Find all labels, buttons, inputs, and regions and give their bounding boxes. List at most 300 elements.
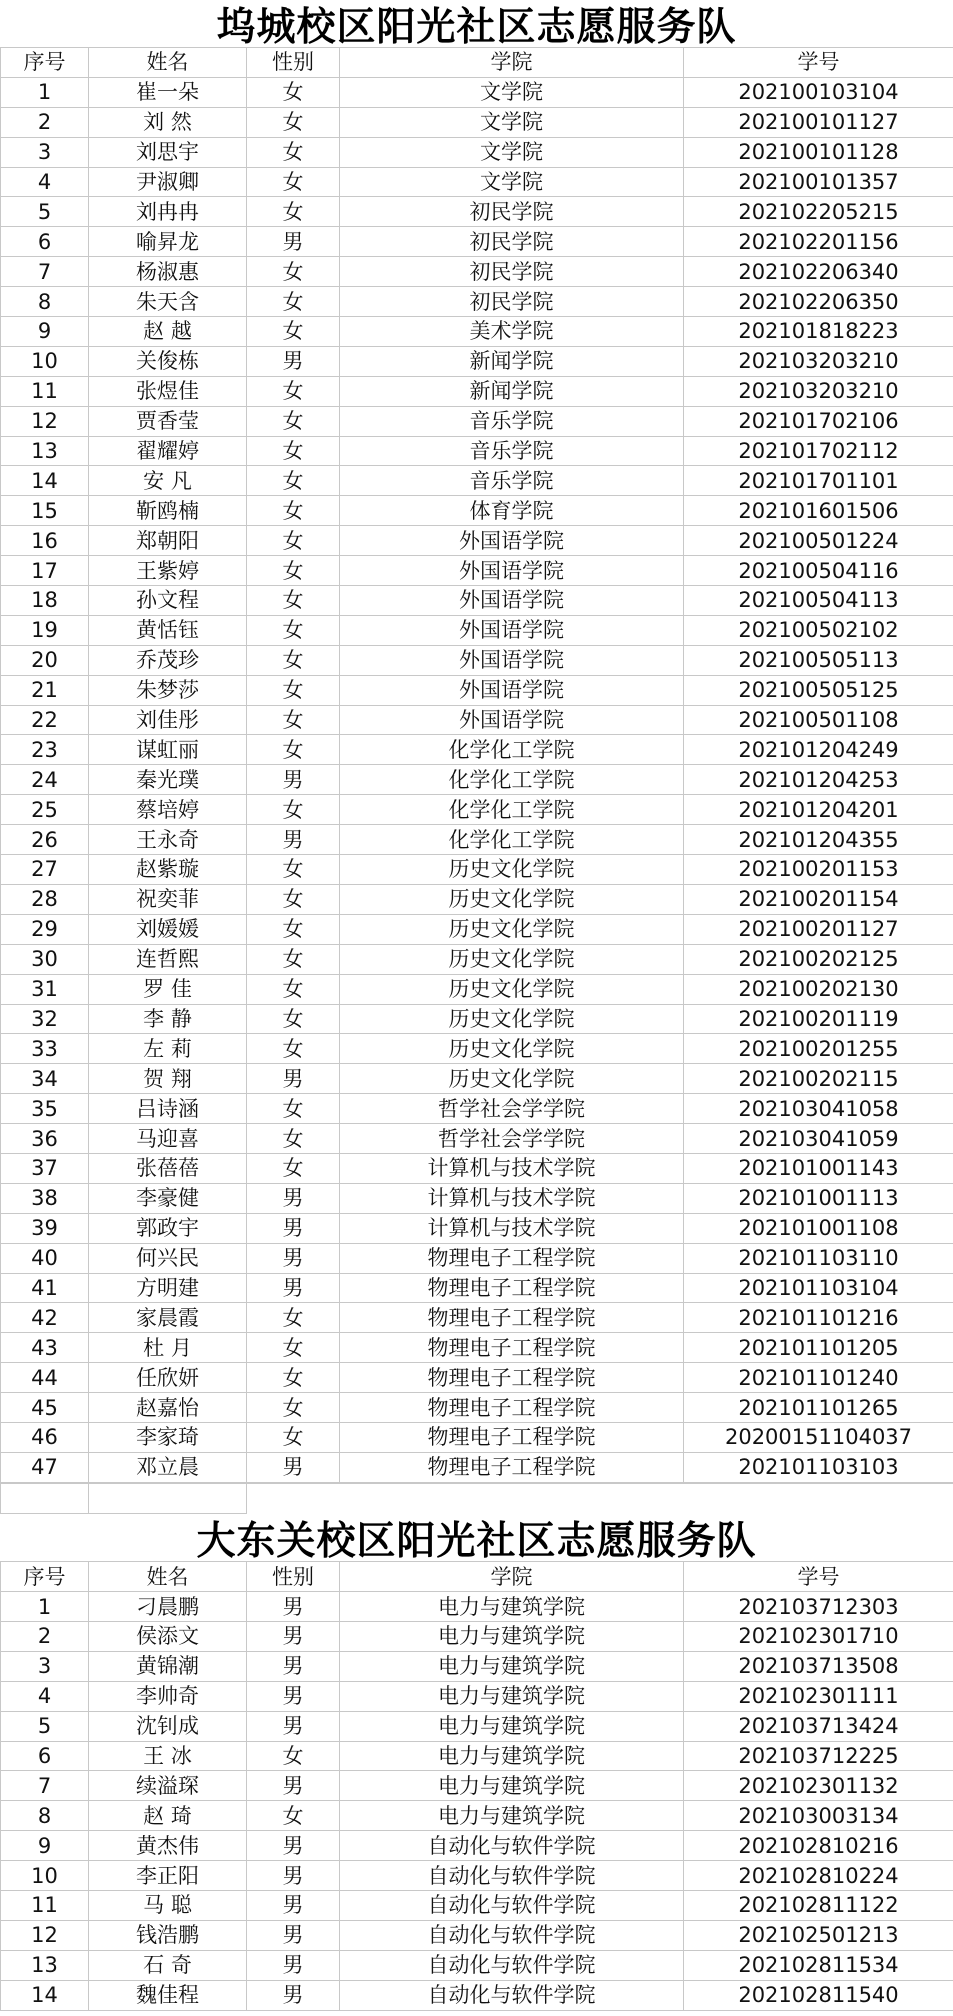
name-cell[interactable]: 尹淑卿: [89, 167, 247, 197]
gender-cell[interactable]: 女: [247, 167, 340, 197]
gender-cell[interactable]: 男: [247, 1622, 340, 1652]
index-cell[interactable]: 8: [1, 1801, 89, 1831]
name-cell[interactable]: 赵嘉怡: [89, 1393, 247, 1423]
index-cell[interactable]: 1: [1, 1592, 89, 1622]
college-cell[interactable]: 外国语学院: [340, 675, 684, 705]
student-id-cell[interactable]: 202101204355: [684, 825, 953, 855]
college-cell[interactable]: 新闻学院: [340, 346, 684, 376]
college-cell[interactable]: 外国语学院: [340, 645, 684, 675]
index-cell[interactable]: 4: [1, 167, 89, 197]
name-cell[interactable]: 郭政宇: [89, 1213, 247, 1243]
column-header[interactable]: 性别: [247, 1562, 340, 1592]
student-id-cell[interactable]: 202103713424: [684, 1711, 953, 1741]
gender-cell[interactable]: 女: [247, 1004, 340, 1034]
name-cell[interactable]: 乔茂珍: [89, 645, 247, 675]
name-cell[interactable]: 李 静: [89, 1004, 247, 1034]
index-cell[interactable]: 33: [1, 1034, 89, 1064]
gender-cell[interactable]: 男: [247, 1064, 340, 1094]
index-cell[interactable]: 20: [1, 645, 89, 675]
student-id-cell[interactable]: 202101101240: [684, 1363, 953, 1393]
index-cell[interactable]: 23: [1, 735, 89, 765]
name-cell[interactable]: 邓立晨: [89, 1452, 247, 1482]
student-id-cell[interactable]: 202100504113: [684, 586, 953, 616]
gender-cell[interactable]: 男: [247, 1213, 340, 1243]
column-header[interactable]: 学号: [684, 1562, 953, 1592]
gender-cell[interactable]: 男: [247, 1831, 340, 1861]
index-cell[interactable]: 19: [1, 615, 89, 645]
student-id-cell[interactable]: 202101001108: [684, 1213, 953, 1243]
college-cell[interactable]: 音乐学院: [340, 436, 684, 466]
college-cell[interactable]: 自动化与软件学院: [340, 1861, 684, 1891]
index-cell[interactable]: 24: [1, 765, 89, 795]
index-cell[interactable]: 46: [1, 1422, 89, 1452]
index-cell[interactable]: 37: [1, 1153, 89, 1183]
index-cell[interactable]: 38: [1, 1183, 89, 1213]
student-id-cell[interactable]: 202100202115: [684, 1064, 953, 1094]
gender-cell[interactable]: 男: [247, 346, 340, 376]
index-cell[interactable]: 42: [1, 1303, 89, 1333]
college-cell[interactable]: 初民学院: [340, 227, 684, 257]
student-id-cell[interactable]: 202100501108: [684, 705, 953, 735]
gender-cell[interactable]: 女: [247, 1333, 340, 1363]
index-cell[interactable]: 4: [1, 1681, 89, 1711]
college-cell[interactable]: 历史文化学院: [340, 884, 684, 914]
name-cell[interactable]: 祝奕菲: [89, 884, 247, 914]
name-cell[interactable]: 王紫婷: [89, 556, 247, 586]
column-header[interactable]: 学院: [340, 48, 684, 78]
index-cell[interactable]: 7: [1, 257, 89, 287]
name-cell[interactable]: 张蓓蓓: [89, 1153, 247, 1183]
student-id-cell[interactable]: 202102301111: [684, 1681, 953, 1711]
index-cell[interactable]: 44: [1, 1363, 89, 1393]
name-cell[interactable]: 秦光璞: [89, 765, 247, 795]
index-cell[interactable]: 47: [1, 1452, 89, 1482]
index-cell[interactable]: 2: [1, 1622, 89, 1652]
index-cell[interactable]: 41: [1, 1273, 89, 1303]
college-cell[interactable]: 外国语学院: [340, 526, 684, 556]
index-cell[interactable]: 27: [1, 855, 89, 885]
index-cell[interactable]: 34: [1, 1064, 89, 1094]
college-cell[interactable]: 物理电子工程学院: [340, 1333, 684, 1363]
name-cell[interactable]: 朱梦莎: [89, 675, 247, 705]
college-cell[interactable]: 自动化与软件学院: [340, 1831, 684, 1861]
student-id-cell[interactable]: 202100504116: [684, 556, 953, 586]
index-cell[interactable]: 31: [1, 974, 89, 1004]
gender-cell[interactable]: 男: [247, 1273, 340, 1303]
college-cell[interactable]: 物理电子工程学院: [340, 1363, 684, 1393]
college-cell[interactable]: 体育学院: [340, 496, 684, 526]
index-cell[interactable]: 14: [1, 1980, 89, 2010]
gender-cell[interactable]: 女: [247, 615, 340, 645]
name-cell[interactable]: 刁晨鹏: [89, 1592, 247, 1622]
student-id-cell[interactable]: 202103041059: [684, 1124, 953, 1154]
student-id-cell[interactable]: 202102205215: [684, 197, 953, 227]
student-id-cell[interactable]: 202100505125: [684, 675, 953, 705]
student-id-cell[interactable]: 202101101216: [684, 1303, 953, 1333]
college-cell[interactable]: 历史文化学院: [340, 1064, 684, 1094]
student-id-cell[interactable]: 202103041058: [684, 1094, 953, 1124]
index-cell[interactable]: 14: [1, 466, 89, 496]
student-id-cell[interactable]: 202100201154: [684, 884, 953, 914]
student-id-cell[interactable]: 202101103103: [684, 1452, 953, 1482]
index-cell[interactable]: 36: [1, 1124, 89, 1154]
student-id-cell[interactable]: 202100202130: [684, 974, 953, 1004]
student-id-cell[interactable]: 202103203210: [684, 346, 953, 376]
student-id-cell[interactable]: 202101103110: [684, 1243, 953, 1273]
gender-cell[interactable]: 女: [247, 1741, 340, 1771]
college-cell[interactable]: 物理电子工程学院: [340, 1452, 684, 1482]
name-cell[interactable]: 家晨霞: [89, 1303, 247, 1333]
name-cell[interactable]: 黄恬钰: [89, 615, 247, 645]
name-cell[interactable]: 赵 越: [89, 317, 247, 347]
student-id-cell[interactable]: 202102501213: [684, 1920, 953, 1950]
student-id-cell[interactable]: 202103713508: [684, 1651, 953, 1681]
index-cell[interactable]: 8: [1, 287, 89, 317]
index-cell[interactable]: 12: [1, 1920, 89, 1950]
name-cell[interactable]: 郑朝阳: [89, 526, 247, 556]
index-cell[interactable]: 2: [1, 107, 89, 137]
index-cell[interactable]: 5: [1, 1711, 89, 1741]
college-cell[interactable]: 历史文化学院: [340, 1004, 684, 1034]
column-header[interactable]: 序号: [1, 48, 89, 78]
index-cell[interactable]: 16: [1, 526, 89, 556]
gender-cell[interactable]: 女: [247, 705, 340, 735]
name-cell[interactable]: 马 聪: [89, 1891, 247, 1921]
student-id-cell[interactable]: 202101818223: [684, 317, 953, 347]
college-cell[interactable]: 历史文化学院: [340, 944, 684, 974]
index-cell[interactable]: 1: [1, 77, 89, 107]
index-cell[interactable]: 32: [1, 1004, 89, 1034]
student-id-cell[interactable]: 202100502102: [684, 615, 953, 645]
college-cell[interactable]: 物理电子工程学院: [340, 1422, 684, 1452]
index-cell[interactable]: 18: [1, 586, 89, 616]
gender-cell[interactable]: 女: [247, 376, 340, 406]
student-id-cell[interactable]: 202100501224: [684, 526, 953, 556]
gender-cell[interactable]: 女: [247, 406, 340, 436]
gender-cell[interactable]: 女: [247, 675, 340, 705]
gender-cell[interactable]: 女: [247, 944, 340, 974]
college-cell[interactable]: 物理电子工程学院: [340, 1273, 684, 1303]
student-id-cell[interactable]: 20200151104037: [684, 1422, 953, 1452]
student-id-cell[interactable]: 202101701101: [684, 466, 953, 496]
student-id-cell[interactable]: 202102206350: [684, 287, 953, 317]
student-id-cell[interactable]: 202100103104: [684, 77, 953, 107]
gender-cell[interactable]: 女: [247, 795, 340, 825]
gender-cell[interactable]: 男: [247, 1861, 340, 1891]
student-id-cell[interactable]: 202102301710: [684, 1622, 953, 1652]
college-cell[interactable]: 电力与建筑学院: [340, 1681, 684, 1711]
college-cell[interactable]: 文学院: [340, 107, 684, 137]
name-cell[interactable]: 靳鸥楠: [89, 496, 247, 526]
index-cell[interactable]: 28: [1, 884, 89, 914]
college-cell[interactable]: 计算机与技术学院: [340, 1153, 684, 1183]
college-cell[interactable]: 电力与建筑学院: [340, 1771, 684, 1801]
name-cell[interactable]: 方明建: [89, 1273, 247, 1303]
gender-cell[interactable]: 男: [247, 1651, 340, 1681]
student-id-cell[interactable]: 202103712303: [684, 1592, 953, 1622]
college-cell[interactable]: 哲学社会学学院: [340, 1094, 684, 1124]
gender-cell[interactable]: 男: [247, 227, 340, 257]
index-cell[interactable]: 11: [1, 376, 89, 406]
gender-cell[interactable]: 女: [247, 735, 340, 765]
index-cell[interactable]: 5: [1, 197, 89, 227]
college-cell[interactable]: 化学化工学院: [340, 735, 684, 765]
index-cell[interactable]: 13: [1, 436, 89, 466]
college-cell[interactable]: 计算机与技术学院: [340, 1213, 684, 1243]
gender-cell[interactable]: 男: [247, 1711, 340, 1741]
index-cell[interactable]: 12: [1, 406, 89, 436]
name-cell[interactable]: 任欣妍: [89, 1363, 247, 1393]
college-cell[interactable]: 历史文化学院: [340, 974, 684, 1004]
name-cell[interactable]: 张煜佳: [89, 376, 247, 406]
gender-cell[interactable]: 女: [247, 914, 340, 944]
name-cell[interactable]: 黄杰伟: [89, 1831, 247, 1861]
name-cell[interactable]: 李家琦: [89, 1422, 247, 1452]
student-id-cell[interactable]: 202101601506: [684, 496, 953, 526]
gender-cell[interactable]: 男: [247, 1183, 340, 1213]
student-id-cell[interactable]: 202101702112: [684, 436, 953, 466]
college-cell[interactable]: 文学院: [340, 137, 684, 167]
name-cell[interactable]: 罗 佳: [89, 974, 247, 1004]
name-cell[interactable]: 崔一朵: [89, 77, 247, 107]
column-header[interactable]: 学号: [684, 48, 953, 78]
student-id-cell[interactable]: 202101204253: [684, 765, 953, 795]
student-id-cell[interactable]: 202102811540: [684, 1980, 953, 2010]
college-cell[interactable]: 自动化与软件学院: [340, 1920, 684, 1950]
gender-cell[interactable]: 女: [247, 1034, 340, 1064]
name-cell[interactable]: 杜 月: [89, 1333, 247, 1363]
name-cell[interactable]: 石 奇: [89, 1950, 247, 1980]
student-id-cell[interactable]: 202102810216: [684, 1831, 953, 1861]
index-cell[interactable]: 3: [1, 137, 89, 167]
gender-cell[interactable]: 女: [247, 1303, 340, 1333]
name-cell[interactable]: 翟耀婷: [89, 436, 247, 466]
college-cell[interactable]: 初民学院: [340, 197, 684, 227]
gender-cell[interactable]: 男: [247, 765, 340, 795]
college-cell[interactable]: 化学化工学院: [340, 795, 684, 825]
name-cell[interactable]: 刘 然: [89, 107, 247, 137]
index-cell[interactable]: 30: [1, 944, 89, 974]
gender-cell[interactable]: 男: [247, 825, 340, 855]
student-id-cell[interactable]: 202102201156: [684, 227, 953, 257]
gender-cell[interactable]: 女: [247, 855, 340, 885]
college-cell[interactable]: 文学院: [340, 77, 684, 107]
index-cell[interactable]: 9: [1, 317, 89, 347]
name-cell[interactable]: 贺 翔: [89, 1064, 247, 1094]
column-header[interactable]: 序号: [1, 1562, 89, 1592]
gender-cell[interactable]: 女: [247, 1363, 340, 1393]
name-cell[interactable]: 刘媛媛: [89, 914, 247, 944]
name-cell[interactable]: 关俊栋: [89, 346, 247, 376]
gender-cell[interactable]: 女: [247, 645, 340, 675]
name-cell[interactable]: 左 莉: [89, 1034, 247, 1064]
gender-cell[interactable]: 女: [247, 287, 340, 317]
gender-cell[interactable]: 男: [247, 1681, 340, 1711]
college-cell[interactable]: 化学化工学院: [340, 825, 684, 855]
gender-cell[interactable]: 女: [247, 526, 340, 556]
student-id-cell[interactable]: 202100505113: [684, 645, 953, 675]
index-cell[interactable]: 13: [1, 1950, 89, 1980]
gender-cell[interactable]: 女: [247, 317, 340, 347]
gender-cell[interactable]: 男: [247, 1980, 340, 2010]
name-cell[interactable]: 赵紫璇: [89, 855, 247, 885]
gender-cell[interactable]: 男: [247, 1771, 340, 1801]
student-id-cell[interactable]: 202102810224: [684, 1861, 953, 1891]
name-cell[interactable]: 朱天含: [89, 287, 247, 317]
index-cell[interactable]: 43: [1, 1333, 89, 1363]
student-id-cell[interactable]: 202102811122: [684, 1891, 953, 1921]
name-cell[interactable]: 杨淑惠: [89, 257, 247, 287]
name-cell[interactable]: 安 凡: [89, 466, 247, 496]
gender-cell[interactable]: 女: [247, 556, 340, 586]
gender-cell[interactable]: 女: [247, 137, 340, 167]
name-cell[interactable]: 马迎喜: [89, 1124, 247, 1154]
gender-cell[interactable]: 女: [247, 77, 340, 107]
index-cell[interactable]: 40: [1, 1243, 89, 1273]
gender-cell[interactable]: 女: [247, 1153, 340, 1183]
name-cell[interactable]: 李正阳: [89, 1861, 247, 1891]
index-cell[interactable]: 15: [1, 496, 89, 526]
index-cell[interactable]: 11: [1, 1891, 89, 1921]
gender-cell[interactable]: 女: [247, 1124, 340, 1154]
college-cell[interactable]: 自动化与软件学院: [340, 1950, 684, 1980]
college-cell[interactable]: 自动化与软件学院: [340, 1891, 684, 1921]
index-cell[interactable]: 29: [1, 914, 89, 944]
college-cell[interactable]: 外国语学院: [340, 615, 684, 645]
college-cell[interactable]: 自动化与软件学院: [340, 1980, 684, 2010]
name-cell[interactable]: 刘思宇: [89, 137, 247, 167]
index-cell[interactable]: 25: [1, 795, 89, 825]
student-id-cell[interactable]: 202103712225: [684, 1741, 953, 1771]
gender-cell[interactable]: 男: [247, 1950, 340, 1980]
student-id-cell[interactable]: 202101103104: [684, 1273, 953, 1303]
name-cell[interactable]: 魏佳程: [89, 1980, 247, 2010]
name-cell[interactable]: 贾香莹: [89, 406, 247, 436]
name-cell[interactable]: 刘冉冉: [89, 197, 247, 227]
college-cell[interactable]: 电力与建筑学院: [340, 1711, 684, 1741]
college-cell[interactable]: 电力与建筑学院: [340, 1592, 684, 1622]
college-cell[interactable]: 物理电子工程学院: [340, 1243, 684, 1273]
index-cell[interactable]: 45: [1, 1393, 89, 1423]
name-cell[interactable]: 王永奇: [89, 825, 247, 855]
gender-cell[interactable]: 女: [247, 586, 340, 616]
college-cell[interactable]: 电力与建筑学院: [340, 1651, 684, 1681]
college-cell[interactable]: 历史文化学院: [340, 914, 684, 944]
student-id-cell[interactable]: 202101101265: [684, 1393, 953, 1423]
gender-cell[interactable]: 女: [247, 1801, 340, 1831]
student-id-cell[interactable]: 202102301132: [684, 1771, 953, 1801]
column-header[interactable]: 性别: [247, 48, 340, 78]
student-id-cell[interactable]: 202100201153: [684, 855, 953, 885]
name-cell[interactable]: 喻昇龙: [89, 227, 247, 257]
gender-cell[interactable]: 女: [247, 496, 340, 526]
student-id-cell[interactable]: 202102206340: [684, 257, 953, 287]
name-cell[interactable]: 孙文程: [89, 586, 247, 616]
gender-cell[interactable]: 男: [247, 1920, 340, 1950]
name-cell[interactable]: 沈钊成: [89, 1711, 247, 1741]
column-header[interactable]: 姓名: [89, 1562, 247, 1592]
index-cell[interactable]: 26: [1, 825, 89, 855]
student-id-cell[interactable]: 202100101357: [684, 167, 953, 197]
index-cell[interactable]: 22: [1, 705, 89, 735]
college-cell[interactable]: 美术学院: [340, 317, 684, 347]
name-cell[interactable]: 黄锦潮: [89, 1651, 247, 1681]
name-cell[interactable]: 王 冰: [89, 1741, 247, 1771]
index-cell[interactable]: 10: [1, 346, 89, 376]
student-id-cell[interactable]: 202101204201: [684, 795, 953, 825]
blank-cell[interactable]: [1, 1483, 89, 1514]
name-cell[interactable]: 刘佳彤: [89, 705, 247, 735]
name-cell[interactable]: 谋虹丽: [89, 735, 247, 765]
name-cell[interactable]: 连哲熙: [89, 944, 247, 974]
college-cell[interactable]: 新闻学院: [340, 376, 684, 406]
student-id-cell[interactable]: 202100201119: [684, 1004, 953, 1034]
index-cell[interactable]: 21: [1, 675, 89, 705]
student-id-cell[interactable]: 202102811534: [684, 1950, 953, 1980]
student-id-cell[interactable]: 202101001113: [684, 1183, 953, 1213]
name-cell[interactable]: 钱浩鹏: [89, 1920, 247, 1950]
college-cell[interactable]: 音乐学院: [340, 466, 684, 496]
student-id-cell[interactable]: 202103003134: [684, 1801, 953, 1831]
index-cell[interactable]: 6: [1, 227, 89, 257]
college-cell[interactable]: 哲学社会学学院: [340, 1124, 684, 1154]
index-cell[interactable]: 17: [1, 556, 89, 586]
column-header[interactable]: 姓名: [89, 48, 247, 78]
student-id-cell[interactable]: 202100101127: [684, 107, 953, 137]
college-cell[interactable]: 电力与建筑学院: [340, 1801, 684, 1831]
student-id-cell[interactable]: 202101702106: [684, 406, 953, 436]
gender-cell[interactable]: 男: [247, 1592, 340, 1622]
college-cell[interactable]: 初民学院: [340, 287, 684, 317]
index-cell[interactable]: 6: [1, 1741, 89, 1771]
gender-cell[interactable]: 女: [247, 466, 340, 496]
college-cell[interactable]: 外国语学院: [340, 586, 684, 616]
student-id-cell[interactable]: 202100201127: [684, 914, 953, 944]
student-id-cell[interactable]: 202103203210: [684, 376, 953, 406]
gender-cell[interactable]: 女: [247, 257, 340, 287]
college-cell[interactable]: 初民学院: [340, 257, 684, 287]
college-cell[interactable]: 文学院: [340, 167, 684, 197]
index-cell[interactable]: 7: [1, 1771, 89, 1801]
student-id-cell[interactable]: 202100202125: [684, 944, 953, 974]
index-cell[interactable]: 10: [1, 1861, 89, 1891]
name-cell[interactable]: 侯添文: [89, 1622, 247, 1652]
student-id-cell[interactable]: 202101101205: [684, 1333, 953, 1363]
name-cell[interactable]: 吕诗涵: [89, 1094, 247, 1124]
gender-cell[interactable]: 女: [247, 197, 340, 227]
name-cell[interactable]: 蔡培婷: [89, 795, 247, 825]
index-cell[interactable]: 35: [1, 1094, 89, 1124]
gender-cell[interactable]: 女: [247, 107, 340, 137]
gender-cell[interactable]: 女: [247, 974, 340, 1004]
college-cell[interactable]: 音乐学院: [340, 406, 684, 436]
index-cell[interactable]: 39: [1, 1213, 89, 1243]
index-cell[interactable]: 3: [1, 1651, 89, 1681]
student-id-cell[interactable]: 202100201255: [684, 1034, 953, 1064]
gender-cell[interactable]: 男: [247, 1891, 340, 1921]
gender-cell[interactable]: 男: [247, 1452, 340, 1482]
college-cell[interactable]: 历史文化学院: [340, 855, 684, 885]
college-cell[interactable]: 历史文化学院: [340, 1034, 684, 1064]
college-cell[interactable]: 外国语学院: [340, 705, 684, 735]
gender-cell[interactable]: 女: [247, 1393, 340, 1423]
name-cell[interactable]: 赵 琦: [89, 1801, 247, 1831]
gender-cell[interactable]: 女: [247, 1422, 340, 1452]
name-cell[interactable]: 李帅奇: [89, 1681, 247, 1711]
college-cell[interactable]: 外国语学院: [340, 556, 684, 586]
name-cell[interactable]: 何兴民: [89, 1243, 247, 1273]
column-header[interactable]: 学院: [340, 1562, 684, 1592]
